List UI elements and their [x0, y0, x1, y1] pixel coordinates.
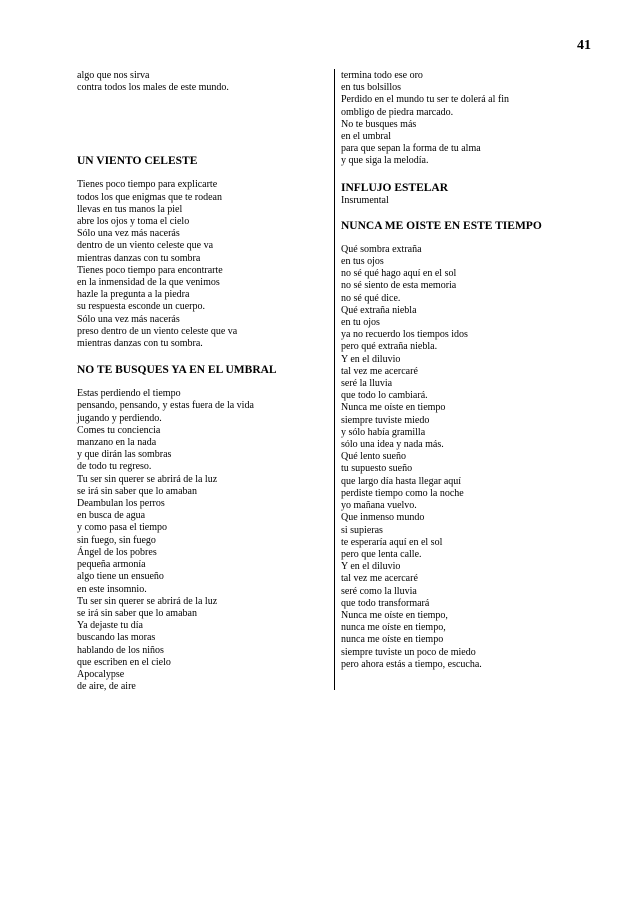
poem-line: en tus bolsillos — [341, 82, 402, 94]
poem-line: y como pasa el tiempo — [77, 522, 167, 534]
poem-title-no-te-busques: NO TE BUSQUES YA EN EL UMBRAL — [77, 364, 277, 377]
poem-line: que escriben en el cielo — [77, 656, 171, 668]
page-number: 41 — [577, 38, 591, 53]
poem-line: Nunca me oíste en tiempo, — [341, 609, 448, 621]
poem-line: Qué lento sueño — [341, 451, 406, 463]
poem-line: que todo transformará — [341, 597, 430, 609]
poem-line: seré como la lluvia — [341, 585, 417, 597]
poem-line: mientras danzas con tu sombra — [77, 252, 201, 264]
poem-line: sólo una idea y nada más. — [341, 439, 444, 451]
poem-line: mientras danzas con tu sombra. — [77, 338, 203, 350]
poem-line: termina todo ese oro — [341, 70, 423, 81]
poem-line: nunca me oíste en tiempo — [341, 634, 444, 646]
poem-line: hazle la pregunta a la piedra — [77, 289, 190, 301]
poem-line: pero que lenta calle. — [341, 548, 422, 560]
poem-line: perdiste tiempo como la noche — [341, 487, 464, 499]
right-column — [341, 70, 601, 671]
poem-line: yo mañana vuelvo. — [341, 500, 417, 512]
poem-line: ya no recuerdo los tiempos idos — [341, 329, 468, 341]
poem-line: en busca de agua — [77, 510, 146, 522]
poem-line: algo que nos sirva — [77, 70, 150, 81]
poem-line: tal vez me acercaré — [341, 573, 418, 585]
poem-line: Ya dejaste tu día — [77, 620, 143, 632]
poem-line: Que inmenso mundo — [341, 512, 425, 524]
poem-title-un-viento-celeste: UN VIENTO CELESTE — [77, 155, 198, 168]
poem-line: si supieras — [341, 524, 383, 536]
poem-line: Tu ser sin querer se abrirá de la luz — [77, 473, 218, 485]
poem-subtitle-influjo-estelar: Insrumental — [341, 194, 389, 206]
poem-body-nunca-me-oiste — [341, 244, 601, 671]
poem-title-nunca-me-oiste: NUNCA ME OISTE EN ESTE TIEMPO — [341, 219, 542, 232]
poem-line: Tienes poco tiempo para explicarte — [77, 179, 218, 191]
poem-line: contra todos los males de este mundo. — [77, 82, 229, 94]
poem-line: Tienes poco tiempo para encontrarte — [77, 264, 223, 276]
poem-line: pero ahora estás a tiempo, escucha. — [341, 658, 482, 670]
poem-line: Estas perdiendo el tiempo — [77, 388, 181, 400]
poem-line: Y en el diluvio — [341, 353, 401, 365]
poem-line: ombligo de piedra marcado. — [341, 106, 454, 118]
poem-line: dentro de un viento celeste que va — [77, 240, 214, 252]
poem-line: te esperaría aquí en el sol — [341, 536, 443, 548]
poem-line: en la inmensidad de la que venimos — [77, 277, 220, 289]
poem-line: se irá sin saber que lo amaban — [77, 485, 197, 497]
poem-line: pequeña armonía — [77, 559, 146, 571]
poem-line: todos los que enigmas que te rodean — [77, 191, 222, 203]
poem-line: en tu ojos — [341, 317, 380, 329]
poem-line: Perdido en el mundo tu ser te dolerá al fin — [341, 94, 510, 106]
poem-line: en tus ojos — [341, 256, 384, 268]
poem-line: Qué extraña niebla — [341, 304, 417, 316]
poem-line: Ángel de los pobres — [77, 546, 157, 558]
poem-line: en el umbral — [341, 131, 391, 143]
poem-line: que todo lo cambiará. — [341, 390, 428, 402]
poem-line: jugando y perdiendo. — [77, 412, 162, 424]
poem-line: Sólo una vez más nacerás — [77, 228, 180, 240]
poem-line: llevas en tus manos la piel — [77, 203, 183, 215]
column-divider — [334, 69, 335, 690]
poem-line: sin fuego, sin fuego — [77, 534, 156, 546]
poem-line: buscando las moras — [77, 632, 156, 644]
poem-line: Deambulan los perros — [77, 498, 165, 510]
poem-line: no sé qué hago aquí en el sol — [341, 268, 457, 280]
poem-line: Qué sombra extraña — [341, 243, 422, 255]
poem-line: No te busques más — [341, 118, 417, 130]
poem-line: Y en el diluvio — [341, 561, 401, 573]
poem-line: no sé qué dice. — [341, 292, 401, 304]
poem-body-no-te-busques — [77, 388, 327, 693]
poem-line: de todo tu regreso. — [77, 461, 152, 473]
poem-line: abre los ojos y toma el cielo — [77, 216, 190, 228]
poem-line: no sé siento de esta memoria — [341, 280, 457, 292]
poem-line: de aire, de aire — [77, 681, 136, 693]
poem-line: su respuesta esconde un cuerpo. — [77, 301, 206, 313]
poem-line: en este insomnio. — [77, 583, 147, 595]
poem-line: tu supuesto sueño — [341, 463, 413, 475]
poem-line: Apocalypse — [77, 668, 125, 680]
poem-line: siempre tuviste un poco de miedo — [341, 646, 476, 658]
poem-body-un-viento-celeste — [77, 179, 327, 350]
poem-line: preso dentro de un viento celeste que va — [77, 325, 238, 337]
poem-line: y que dirán las sombras — [77, 449, 172, 461]
poem-line: siempre tuviste miedo — [341, 414, 430, 426]
poem-line: y sólo había gramilla — [341, 426, 426, 438]
poem-line: Nunca me oíste en tiempo — [341, 402, 446, 414]
poem-line: nunca me oíste en tiempo, — [341, 622, 446, 634]
poem-line: tal vez me acercaré — [341, 365, 418, 377]
poem-line: se irá sin saber que lo amaban — [77, 607, 197, 619]
poem-line: manzano en la nada — [77, 437, 157, 449]
poem-line: y que siga la melodía. — [341, 155, 429, 167]
poem-line: algo tiene un ensueño — [77, 571, 164, 583]
poem-line: Tu ser sin querer se abrirá de la luz — [77, 595, 218, 607]
continued-stanza — [341, 70, 601, 168]
poem-line: pensando, pensando, y estas fuera de la vida — [77, 400, 254, 412]
poem-line: para que sepan la forma de tu alma — [341, 143, 481, 155]
poem-title-influjo-estelar: INFLUJO ESTELAR — [341, 181, 449, 194]
poem-line: que largo día hasta llegar aquí — [341, 475, 462, 487]
intro-stanza — [77, 70, 327, 94]
poem-line: hablando de los niños — [77, 644, 164, 656]
poem-line: Comes tu conciencia — [77, 424, 161, 436]
poem-line: seré la lluvia — [341, 378, 393, 390]
poem-line: pero qué extraña niebla. — [341, 341, 438, 353]
poem-line: Sólo una vez más nacerás — [77, 313, 180, 325]
left-column — [77, 70, 327, 693]
